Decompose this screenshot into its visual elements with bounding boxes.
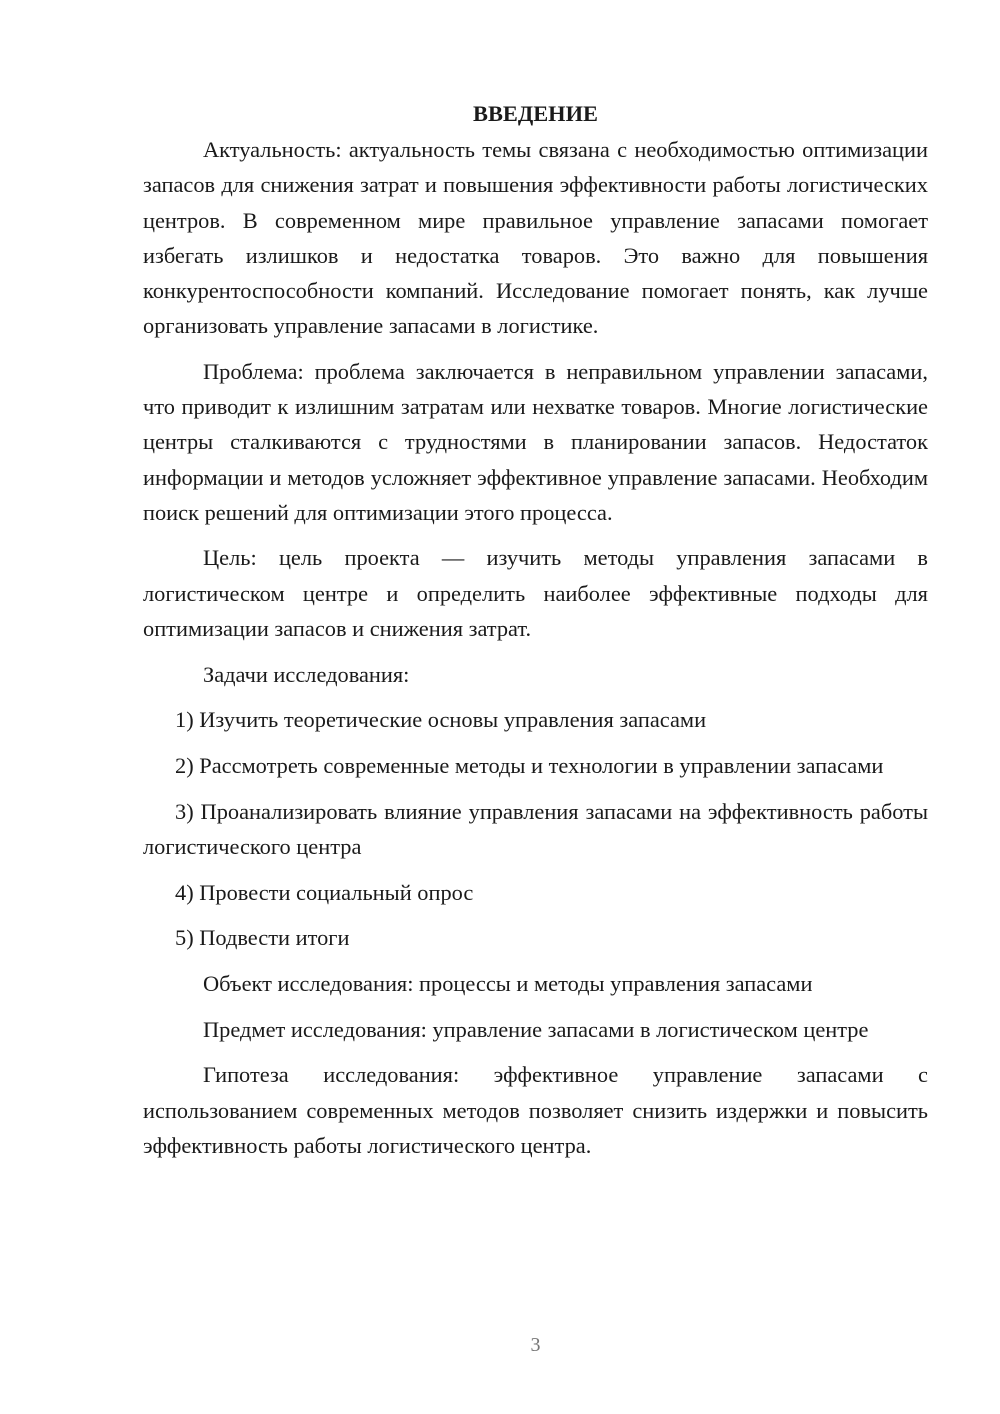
page-number: 3 bbox=[530, 1334, 541, 1356]
problem-paragraph: Проблема: проблема заключается в неправильном управлении запасами, что приводит к излишним затратам или нехватке товаров. Многие логистические центры сталкиваются с трудностями в планировании запасов. Недостаток информации и методов усложняет эффективное управление запасами. Необходим поиск решений для оптимизации этого процесса. bbox=[143, 358, 928, 525]
subject-paragraph: Предмет исследования: управление запасами в логистическом центре bbox=[203, 1016, 869, 1042]
task-item: 5) Подвести итоги bbox=[175, 925, 350, 951]
task-item: 3) Проанализировать влияние управления запасами на эффективность работы логистического центра bbox=[143, 798, 928, 859]
task-item: 4) Провести социальный опрос bbox=[175, 879, 474, 905]
relevance-paragraph: Актуальность: актуальность темы связана с необходимостью оптимизации запасов для снижения затрат и повышения эффективности работы логистических центров. В современном мире правильное управление запасами помогает избегать излишков и недостатка товаров. Это важно для повышения конкурентоспособности компаний. Исследование помогает понять, как лучше организовать управление запасами в логистике. bbox=[143, 137, 928, 339]
section-title: ВВЕДЕНИЕ bbox=[473, 101, 598, 126]
object-paragraph: Объект исследования: процессы и методы управления запасами bbox=[203, 970, 813, 996]
document-page bbox=[143, 96, 928, 1173]
tasks-heading: Задачи исследования: bbox=[203, 661, 410, 687]
goal-paragraph: Цель: цель проекта — изучить методы управления запасами в логистическом центре и определить наиболее эффективные подходы для оптимизации запасов и снижения затрат. bbox=[143, 545, 928, 641]
hypothesis-paragraph: Гипотеза исследования: эффективное управление запасами с использованием современных методов позволяет снизить издержки и повысить эффективность работы логистического центра. bbox=[143, 1062, 928, 1158]
task-item: 1) Изучить теоретические основы управления запасами bbox=[175, 707, 707, 733]
task-item: 2) Рассмотреть современные методы и технологии в управлении запасами bbox=[175, 752, 884, 778]
